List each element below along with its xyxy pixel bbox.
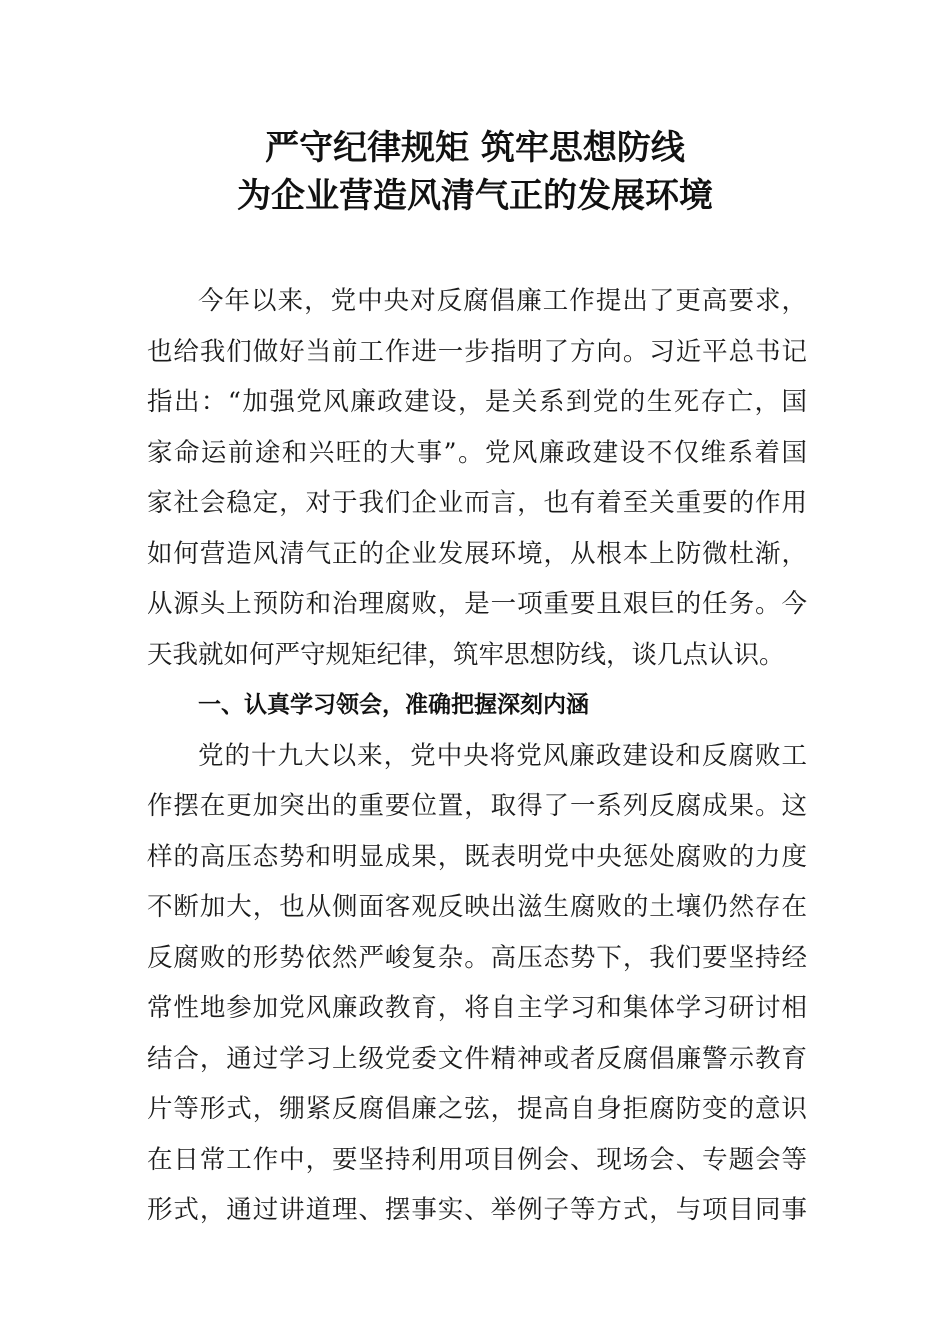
paragraph-line: 天我就如何严守规矩纪律，筑牢思想防线，谈几点认识。 [147, 639, 785, 670]
paragraph-line: 家命运前途和兴旺的大事”。党风廉政建设不仅维系着国 [147, 437, 807, 468]
paragraph-line: 从源头上预防和治理腐败，是一项重要且艰巨的任务。今 [147, 589, 807, 619]
paragraph-line: 指出：“加强党风廉政建设，是关系到党的生死存亡，国 [147, 387, 807, 417]
paragraph-line: 反腐败的形势依然严峻复杂。高压态势下，我们要坚持经 [147, 942, 807, 973]
paragraph-line: 样的高压态势和明显成果，既表明党中央惩处腐败的力度 [147, 841, 807, 872]
paragraph-line: 党的十九大以来，党中央将党风廉政建设和反腐败工 [198, 740, 807, 771]
title-line-1: 严守纪律规矩 筑牢思想防线 [265, 128, 685, 168]
paragraph-line: 如何营造风清气正的企业发展环境，从根本上防微杜渐， [147, 538, 807, 569]
paragraph-line: 不断加大，也从侧面客观反映出滋生腐败的土壤仍然存在 [147, 892, 807, 922]
paragraph-line: 常性地参加党风廉政教育，将自主学习和集体学习研讨相 [147, 993, 807, 1023]
document-body [147, 276, 807, 1236]
paragraph-line: 片等形式，绷紧反腐倡廉之弦，提高自身拒腐防变的意识 [147, 1094, 807, 1124]
paragraph-line: 家社会稳定，对于我们企业而言，也有着至关重要的作用 [147, 488, 807, 518]
paragraph-line: 在日常工作中，要坚持利用项目例会、现场会、专题会等 [147, 1144, 807, 1175]
section-heading: 一、认真学习领会，准确把握深刻内涵 [198, 692, 589, 718]
paragraph-line: 今年以来，党中央对反腐倡廉工作提出了更高要求， [198, 286, 807, 316]
paragraph-line: 也给我们做好当前工作进一步指明了方向。习近平总书记 [147, 336, 807, 367]
title-line-2: 为企业营造风清气正的发展环境 [237, 176, 713, 216]
paragraph-line: 形式，通过讲道理、摆事实、举例子等方式，与项目同事 [147, 1195, 807, 1225]
paragraph-line: 结合，通过学习上级党委文件精神或者反腐倡廉警示教育 [147, 1043, 807, 1074]
paragraph-line: 作摆在更加突出的重要位置，取得了一系列反腐成果。这 [147, 791, 807, 821]
document-title [0, 124, 950, 220]
